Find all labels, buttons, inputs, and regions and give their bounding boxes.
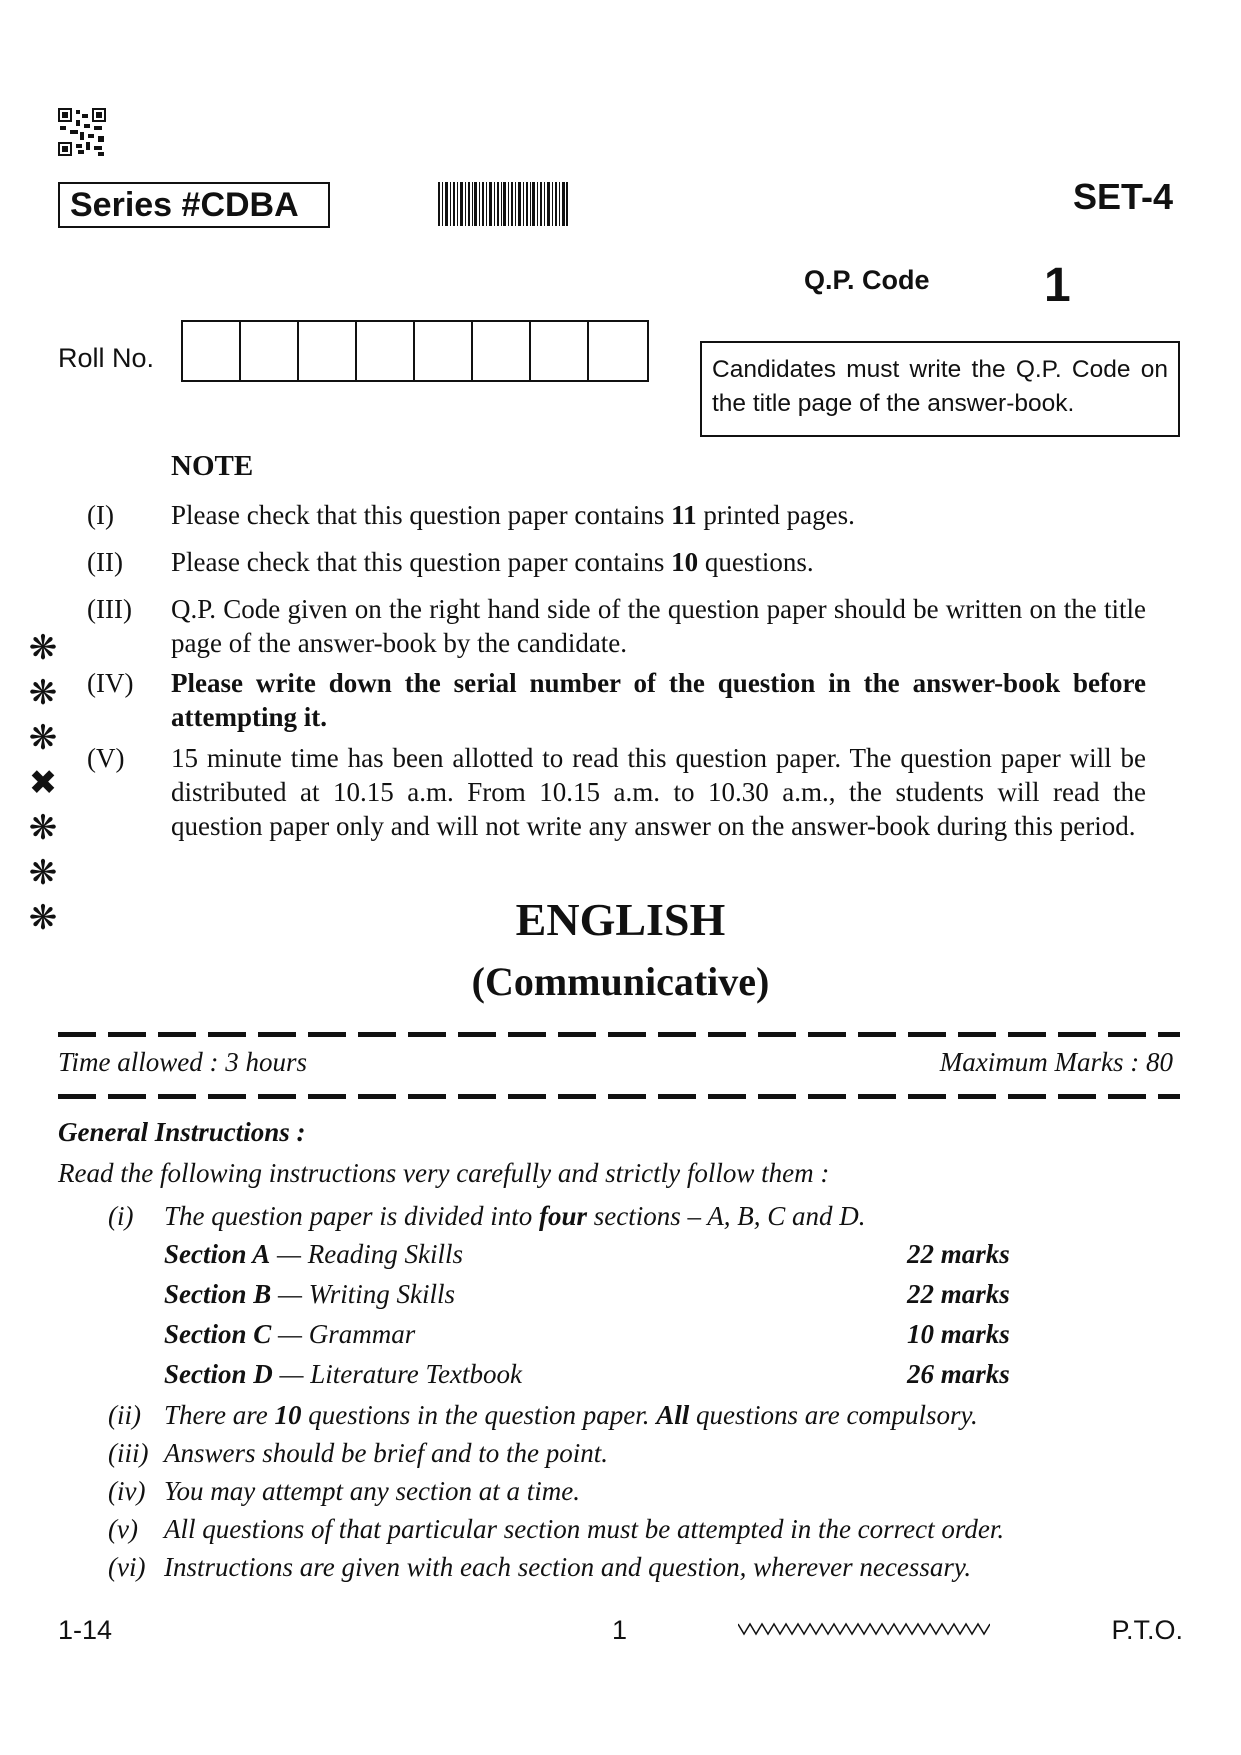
qr-code — [58, 108, 106, 156]
note-number: (II) — [87, 547, 123, 577]
instruction-number: (ii) — [108, 1400, 141, 1430]
instruction-number: (v) — [108, 1514, 138, 1544]
maximum-marks: Maximum Marks : 80 — [939, 1047, 1173, 1077]
asterisk-icon: ❋ — [28, 628, 58, 668]
section-row: Section C — Grammar — [164, 1319, 416, 1349]
roll-digit-box — [241, 322, 299, 380]
asterisk-icon: ❋ — [28, 808, 58, 848]
wavy-line — [738, 1620, 990, 1638]
instruction-text: Answers should be brief and to the point. — [164, 1438, 608, 1468]
roll-digit-box — [357, 322, 415, 380]
roll-digit-box — [415, 322, 473, 380]
cross-icon: ✖ — [28, 763, 58, 803]
instruction-text: Instructions are given with each section and question, wherever necessary. — [164, 1552, 972, 1582]
series-label: Series #CDBA — [58, 182, 330, 228]
subject-subtitle: (Communicative) — [471, 959, 770, 1004]
instruction-text: The question paper is divided into four sections – A, B, C and D. — [164, 1201, 866, 1231]
dashed-divider — [58, 1094, 1180, 1099]
note-number: (I) — [87, 500, 114, 530]
asterisk-icon: ❋ — [28, 853, 58, 893]
roll-digit-box — [299, 322, 357, 380]
note-number: (V) — [87, 743, 125, 773]
note-number: (III) — [87, 594, 132, 624]
note-number: (IV) — [87, 668, 134, 698]
instruction-text: You may attempt any section at a time. — [164, 1476, 580, 1506]
asterisk-icon: ❋ — [28, 673, 58, 713]
qp-code-label: Q.P. Code — [804, 265, 930, 295]
section-marks: 22 marks — [907, 1279, 1010, 1309]
instruction-text: There are 10 questions in the question paper. All questions are compulsory. — [164, 1400, 978, 1430]
roll-number-label: Roll No. — [58, 343, 155, 373]
roll-number-boxes — [181, 320, 649, 382]
asterisk-icon: ❋ — [28, 718, 58, 758]
section-marks: 10 marks — [907, 1319, 1010, 1349]
general-instructions-heading: General Instructions : — [58, 1117, 306, 1147]
note-text: Q.P. Code given on the right hand side of the question paper should be written on the title page of the answer-book by the candidate. — [171, 594, 1146, 658]
footer-code: 1-14 — [58, 1615, 113, 1645]
note-text: 15 minute time has been allotted to read this question paper. The question paper will be distributed at 10.15 a.m. From 10.15 a.m. to 10.30 a.m., the students will read the question paper only and will not write any answer on the answer-book during this period. — [171, 743, 1146, 841]
candidate-note-box: Candidates must write the Q.P. Code on the title page of the answer-book. — [700, 341, 1180, 437]
roll-digit-box — [183, 322, 241, 380]
note-text: Please check that this question paper contains 10 questions. — [171, 547, 814, 577]
instruction-number: (vi) — [108, 1552, 146, 1582]
time-allowed: Time allowed : 3 hours — [58, 1047, 308, 1077]
set-label: SET-4 — [1072, 176, 1173, 217]
section-marks: 26 marks — [907, 1359, 1010, 1389]
note-heading: NOTE — [171, 450, 254, 482]
dashed-divider — [58, 1032, 1180, 1037]
roll-digit-box — [473, 322, 531, 380]
roll-digit-box — [531, 322, 589, 380]
page-number: 1 — [612, 1615, 628, 1645]
barcode — [438, 182, 568, 226]
subject-title: ENGLISH — [515, 894, 726, 945]
section-row: Section D — Literature Textbook — [164, 1359, 523, 1389]
general-instructions-intro: Read the following instructions very carefully and strictly follow them : — [58, 1158, 830, 1188]
section-marks: 22 marks — [907, 1239, 1010, 1269]
note-text: Please write down the serial number of the question in the answer-book before attempting it. — [171, 668, 1146, 732]
instruction-number: (i) — [108, 1201, 134, 1231]
section-row: Section A — Reading Skills — [164, 1239, 463, 1269]
roll-digit-box — [589, 322, 647, 380]
instruction-text: All questions of that particular section must be attempted in the correct order. — [164, 1514, 1005, 1544]
section-row: Section B — Writing Skills — [164, 1279, 456, 1309]
note-text: Please check that this question paper contains 11 printed pages. — [171, 500, 855, 530]
instruction-number: (iv) — [108, 1476, 146, 1506]
instruction-number: (iii) — [108, 1438, 149, 1468]
qp-code-value: 1 — [1044, 259, 1071, 312]
please-turn-over: P.T.O. — [1111, 1615, 1183, 1645]
asterisk-icon: ❋ — [28, 898, 58, 938]
